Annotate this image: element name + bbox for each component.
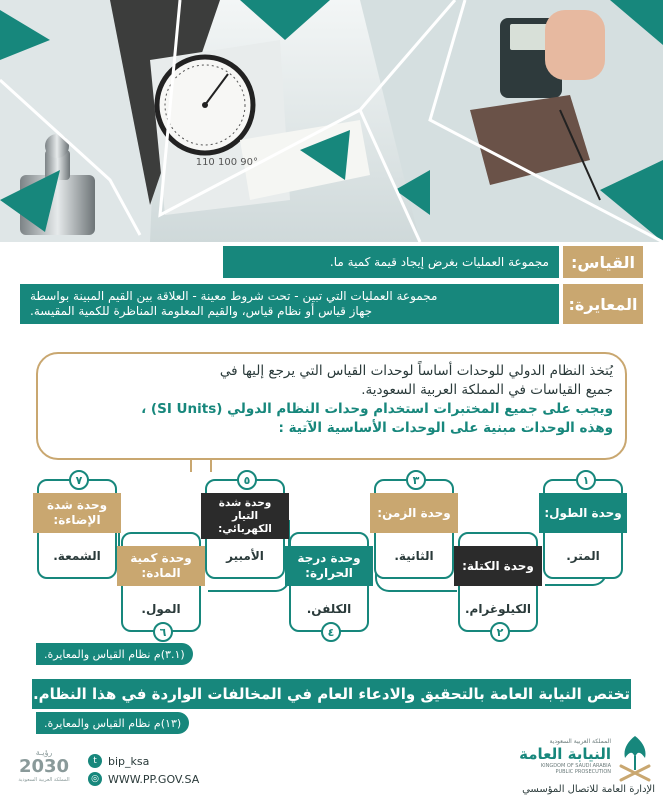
unit-number-3: ٣ <box>406 470 426 490</box>
unit-number-5: ٥ <box>237 470 257 490</box>
org-english-2: PUBLIC PROSECUTION <box>555 769 611 775</box>
website-url: WWW.PP.GOV.SA <box>108 772 200 786</box>
unit-value-temperature: الكلفن. <box>306 602 352 616</box>
unit-value-mass: الكيلوغرام. <box>464 602 532 616</box>
calibration-line-1: مجموعة العمليات التي تبين - تحت شروط معينة - العلاقة بين القيم المبينة بواسطة <box>30 289 438 303</box>
statement-line-3: ويجب على جميع المختبرات استخدام وحدات النظام الدولي (SI Units) ، <box>141 401 613 417</box>
citation-first: (٣.١)م نظام القياس والمعايرة. <box>36 643 193 665</box>
vision-kingdom-text: المملكة العربية السعودية <box>18 777 70 783</box>
calibration-label: المعايرة: <box>563 284 643 324</box>
org-branding <box>519 738 611 775</box>
hero-illustration <box>0 0 663 242</box>
unit-card-luminous <box>37 479 117 579</box>
vision-small-text: رؤيـة <box>35 748 53 757</box>
measurement-text: مجموعة العمليات بغرض إيجاد قيمة كمية ما. <box>223 246 559 278</box>
unit-card-current <box>205 479 285 579</box>
vision-year: 2030 <box>18 756 70 777</box>
unit-title-length: وحدة الطول: <box>539 493 627 533</box>
org-english-1: KINGDOM OF SAUDI ARABIA <box>540 763 611 769</box>
unit-value-substance: المول. <box>141 602 181 616</box>
authority-banner: تختص النيابة العامة بالتحقيق والادعاء العام في المخالفات الواردة في هذا النظام. <box>32 679 631 709</box>
website-link[interactable] <box>88 772 199 786</box>
unit-number-4: ٤ <box>321 622 341 642</box>
unit-number-7: ٧ <box>69 470 89 490</box>
vision-2030-logo <box>14 748 74 794</box>
twitter-icon: t <box>88 754 102 768</box>
calibration-text <box>20 284 559 324</box>
unit-value-luminous: الشمعة. <box>53 549 101 563</box>
unit-title-substance: وحدة كمية المادة: <box>117 546 205 586</box>
citation-second: (١٣)م نظام القياس والمعايرة. <box>36 712 189 734</box>
department-name: الإدارة العامة للاتصال المؤسسي <box>522 784 655 795</box>
statement-line-2: جميع القياسات في المملكة العربية السعودية. <box>361 382 613 398</box>
statement-line-1: يُتخذ النظام الدولي للوحدات أساساً لوحدات القياس التي يرجع إليها في <box>219 363 613 379</box>
calibration-line-2: جهاز قياس أو نظام قياس، والقيم المعلومة المناظرة للكمية المقيسة. <box>30 304 373 318</box>
unit-card-mass <box>458 532 538 632</box>
unit-value-current: الأمبير <box>226 549 264 563</box>
svg-text:90° 100 110: 90° 100 110 <box>195 157 258 168</box>
unit-title-luminous: وحدة شدة الإضاءة: <box>33 493 121 533</box>
org-name: النيابة العامة <box>519 745 611 763</box>
unit-number-2: ٢ <box>490 622 510 642</box>
si-statement-box <box>36 352 627 460</box>
twitter-handle: bip_ksa <box>108 754 150 768</box>
definition-calibration <box>20 284 643 324</box>
unit-value-time: الثانية. <box>394 549 434 563</box>
org-kingdom-text: المملكة العربية السعودية <box>549 738 611 745</box>
unit-card-length <box>543 479 623 579</box>
unit-card-temperature <box>289 532 369 632</box>
unit-title-time: وحدة الزمن: <box>370 493 458 533</box>
unit-value-length: المتر. <box>566 549 600 563</box>
unit-card-substance <box>121 532 201 632</box>
unit-title-current: وحدة شدة التيار الكهربائي: <box>201 493 289 539</box>
twitter-link[interactable] <box>88 754 149 768</box>
unit-number-1: ١ <box>576 470 596 490</box>
definition-measurement <box>223 246 643 278</box>
unit-number-6: ٦ <box>153 622 173 642</box>
unit-title-mass: وحدة الكتلة: <box>454 546 542 586</box>
emblem-icon <box>615 732 655 786</box>
unit-title-temperature: وحدة درجة الحرارة: <box>285 546 373 586</box>
globe-icon: ◎ <box>88 772 102 786</box>
hero-collage <box>0 0 663 242</box>
statement-line-4: وهذه الوحدات مبنية على الوحدات الأساسية الآتية : <box>278 420 613 436</box>
unit-card-time <box>374 479 454 579</box>
statement-connector <box>190 458 212 472</box>
measurement-label: القياس: <box>563 246 643 278</box>
